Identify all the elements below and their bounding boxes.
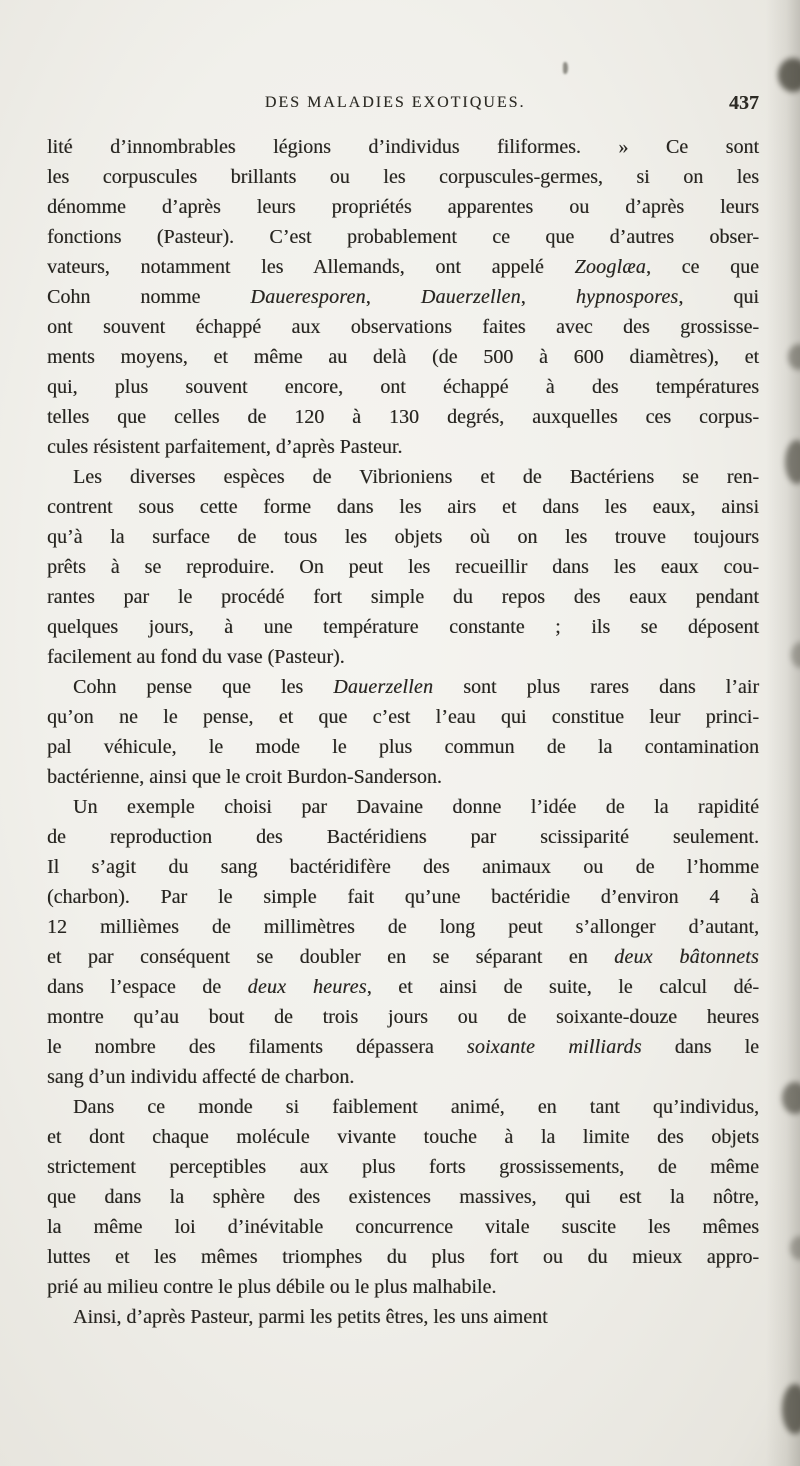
text-line <box>47 222 759 252</box>
text-segment: et dont chaque molécule vivante touche à la limite des objets <box>47 1126 759 1148</box>
text-line <box>47 1242 759 1272</box>
text-segment: quelques jours, à une température constante ; ils se déposent <box>47 616 759 638</box>
text-segment: le nombre des filaments dépassera <box>47 1036 467 1058</box>
text-segment: Cohn nomme <box>47 286 251 308</box>
text-segment: rantes par le procédé fort simple du repos des eaux pendant <box>47 586 759 608</box>
text-line <box>47 1032 759 1062</box>
page-edge-shadow <box>766 0 800 1466</box>
paragraph <box>47 1302 759 1332</box>
text-line <box>47 252 759 282</box>
text-segment: telles que celles de 120 à 130 degrés, auxquelles ces corpus- <box>47 406 759 428</box>
text-segment: Il s’agit du sang bactéridifère des animaux ou de l’homme <box>47 856 759 878</box>
text-line <box>47 852 759 882</box>
text-line <box>47 612 759 642</box>
text-segment: ments moyens, et même au delà (de 500 à 600 diamètres), et <box>47 346 759 368</box>
text-segment: pal véhicule, le mode le plus commun de la contamination <box>47 736 759 758</box>
text-segment: sang d’un individu affecté de charbon. <box>47 1066 355 1088</box>
text-segment: dans le <box>641 1036 759 1058</box>
text-segment: de reproduction des Bactéridiens par scissiparité seulement. <box>47 826 759 848</box>
text-line <box>47 1062 759 1092</box>
italic-term: Zooglæa <box>574 256 646 278</box>
text-line <box>47 1182 759 1212</box>
text-segment: , et ainsi de suite, le calcul dé- <box>366 976 759 998</box>
text-segment: ont souvent échappé aux observations faites avec des grossisse- <box>47 316 759 338</box>
text-segment: strictement perceptibles aux plus forts grossissements, de même <box>47 1156 759 1178</box>
text-segment: , <box>520 286 576 308</box>
text-line <box>47 432 759 462</box>
text-line <box>47 582 759 612</box>
text-line <box>47 1122 759 1152</box>
text-segment: lité d’innombrables légions d’individus filiformes. » Ce sont <box>47 136 759 158</box>
italic-term: deux bâtonnets <box>614 946 759 968</box>
text-segment: qu’on ne le pense, et que c’est l’eau qui constitue leur princi- <box>47 706 759 728</box>
paragraph <box>47 792 759 1092</box>
text-line <box>47 1002 759 1032</box>
paragraph <box>47 672 759 792</box>
text-line <box>47 702 759 732</box>
paragraph <box>47 462 759 672</box>
text-body <box>47 132 759 1332</box>
text-line <box>47 732 759 762</box>
italic-term: Dauerzellen <box>333 676 434 698</box>
italic-term: deux heures <box>247 976 367 998</box>
text-line <box>47 792 759 822</box>
text-line <box>47 1272 759 1302</box>
text-line <box>47 312 759 342</box>
page-number: 437 <box>729 92 759 114</box>
italic-term: soixante milliards <box>466 1036 642 1058</box>
text-segment: Cohn pense que les <box>73 676 334 698</box>
text-segment: sont plus rares dans l’air <box>433 676 759 698</box>
text-line <box>47 522 759 552</box>
text-segment: dans l’espace de <box>47 976 248 998</box>
running-title: DES MALADIES EXOTIQUES. <box>264 94 526 111</box>
text-line <box>47 492 759 522</box>
text-segment: qui, plus souvent encore, ont échappé à des températures <box>47 376 759 398</box>
text-line <box>47 552 759 582</box>
text-line <box>47 282 759 312</box>
text-line <box>47 822 759 852</box>
text-line <box>47 462 759 492</box>
text-line <box>47 162 759 192</box>
text-segment: luttes et les mêmes triomphes du plus fort ou du mieux appro- <box>47 1246 759 1268</box>
text-line <box>47 1092 759 1122</box>
paragraph <box>47 132 759 462</box>
text-line <box>47 942 759 972</box>
text-segment: facilement au fond du vase (Pasteur). <box>47 646 345 668</box>
italic-term: Dauerzellen <box>420 286 521 308</box>
italic-term: Daueresporen <box>250 286 366 308</box>
text-segment: , qui <box>678 286 759 308</box>
text-line <box>47 342 759 372</box>
text-line <box>47 1152 759 1182</box>
text-line <box>47 642 759 672</box>
text-segment: montre qu’au bout de trois jours ou de soixante-douze heures <box>47 1006 759 1028</box>
text-line <box>47 192 759 222</box>
text-line <box>47 1302 759 1332</box>
text-segment: dénomme d’après leurs propriétés apparentes ou d’après leurs <box>47 196 759 218</box>
text-segment: (charbon). Par le simple fait qu’une bactéridie d’environ 4 à <box>47 886 759 908</box>
text-segment: Ainsi, d’après Pasteur, parmi les petits êtres, les uns aiment <box>73 1306 548 1328</box>
text-line <box>47 672 759 702</box>
text-segment: , ce que <box>645 256 759 278</box>
text-segment: prié au milieu contre le plus débile ou le plus malhabile. <box>47 1276 497 1298</box>
text-line <box>47 372 759 402</box>
paragraph <box>47 1092 759 1302</box>
text-line <box>47 972 759 1002</box>
text-segment: qu’à la surface de tous les objets où on les trouve toujours <box>47 526 759 548</box>
text-segment: bactérienne, ainsi que le croit Burdon-Sanderson. <box>47 766 442 788</box>
text-segment: vateurs, notamment les Allemands, ont appelé <box>47 256 575 278</box>
text-line <box>47 1212 759 1242</box>
text-segment: les corpuscules brillants ou les corpuscules-germes, si on les <box>47 166 759 188</box>
text-segment: fonctions (Pasteur). C’est probablement ce que d’autres obser- <box>47 226 759 248</box>
text-segment: cules résistent parfaitement, d’après Pasteur. <box>47 436 403 458</box>
text-segment: Les diverses espèces de Vibrioniens et de Bactériens se ren- <box>73 466 759 488</box>
scan-artifact <box>563 62 568 74</box>
text-segment: , <box>365 286 421 308</box>
text-segment: prêts à se reproduire. On peut les recueillir dans les eaux cou- <box>47 556 759 578</box>
text-segment: que dans la sphère des existences massives, qui est la nôtre, <box>47 1186 759 1208</box>
text-segment: Dans ce monde si faiblement animé, en tant qu’individus, <box>73 1096 759 1118</box>
text-segment: contrent sous cette forme dans les airs et dans les eaux, ainsi <box>47 496 759 518</box>
text-line <box>47 402 759 432</box>
text-line <box>47 762 759 792</box>
text-line <box>47 882 759 912</box>
text-line <box>47 132 759 162</box>
page-header <box>47 94 759 120</box>
text-segment: 12 millièmes de millimètres de long peut s’allonger d’autant, <box>47 916 759 938</box>
text-segment: Un exemple choisi par Davaine donne l’idée de la rapidité <box>73 796 759 818</box>
text-segment: et par conséquent se doubler en se séparant en <box>47 946 615 968</box>
italic-term: hypnospores <box>575 286 679 308</box>
text-segment: la même loi d’inévitable concurrence vitale suscite les mêmes <box>47 1216 759 1238</box>
text-line <box>47 912 759 942</box>
